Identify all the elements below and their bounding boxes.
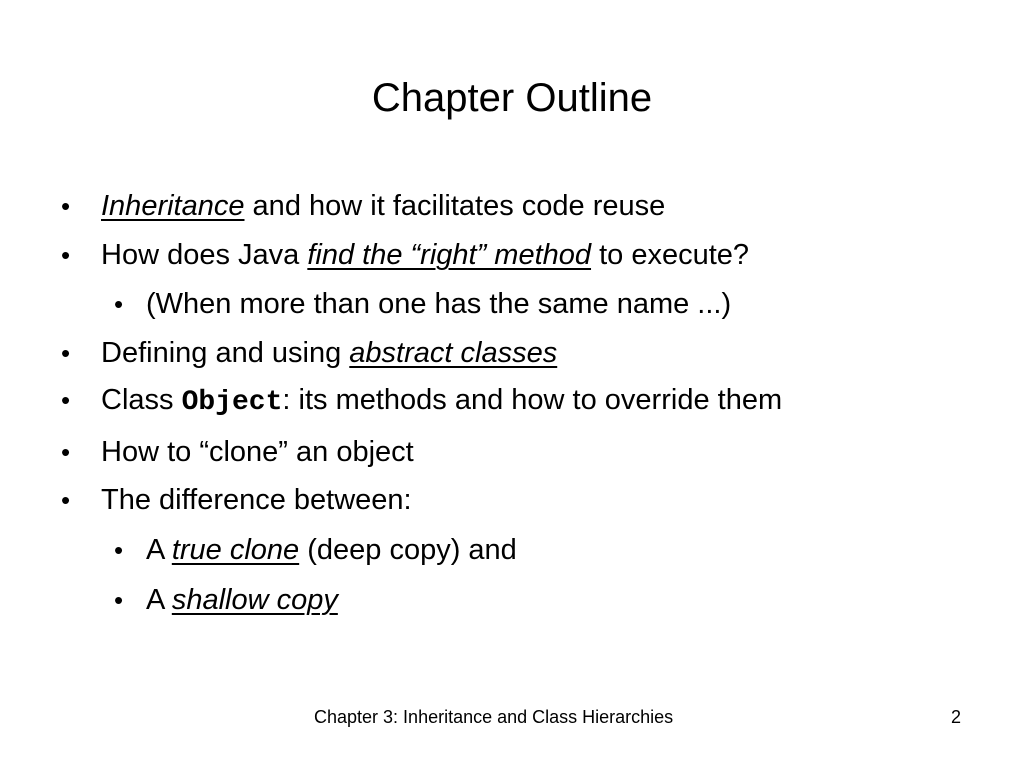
bullet-item-abstract-classes [61,335,558,371]
bullet-text: to execute? [591,239,750,271]
bullet-item-inheritance [61,188,666,224]
bullet-text: Class [101,384,182,416]
bullet-icon: • [61,437,71,467]
bullet-text: How to “clone” an object [101,436,414,468]
inheritance-term: Inheritance [101,190,245,222]
bullet-icon: • [61,240,71,270]
bullet-item-difference [61,482,412,518]
bullet-icon: • [114,585,124,615]
footer-chapter-title: Chapter 3: Inheritance and Class Hierarchies [314,707,674,727]
bullet-icon: • [114,289,124,319]
object-class-code: Object [181,387,283,418]
bullet-text: How does Java [101,239,308,271]
shallow-copy-term: shallow copy [171,584,338,616]
sub-bullet-item-shallow-copy [114,582,338,618]
bullet-item-find-method [61,237,750,273]
bullet-text: : its methods and how to override them [282,384,783,416]
true-clone-term: true clone [171,534,300,566]
bullet-text: (deep copy) and [299,534,517,566]
bullet-icon: • [61,485,71,515]
bullet-item-clone [61,434,414,470]
bullet-text: and how it facilitates code reuse [244,190,666,222]
bullet-text: A [146,584,172,616]
bullet-text: The difference between: [101,484,412,516]
bullet-text: (When more than one has the same name ...) [146,288,732,320]
bullet-icon: • [114,535,124,565]
find-right-method-term: find the “right” method [307,239,592,271]
abstract-classes-term: abstract classes [349,337,558,369]
bullet-icon: • [61,338,71,368]
bullet-icon: • [61,385,71,415]
sub-bullet-item-same-name [114,286,732,322]
page-number: 2 [951,707,962,727]
bullet-item-class-object [61,382,783,421]
bullet-icon: • [61,191,71,221]
slide-title: Chapter Outline [371,76,653,120]
bullet-text: A [146,534,172,566]
sub-bullet-item-true-clone [114,532,517,568]
bullet-text: Defining and using [101,337,350,369]
